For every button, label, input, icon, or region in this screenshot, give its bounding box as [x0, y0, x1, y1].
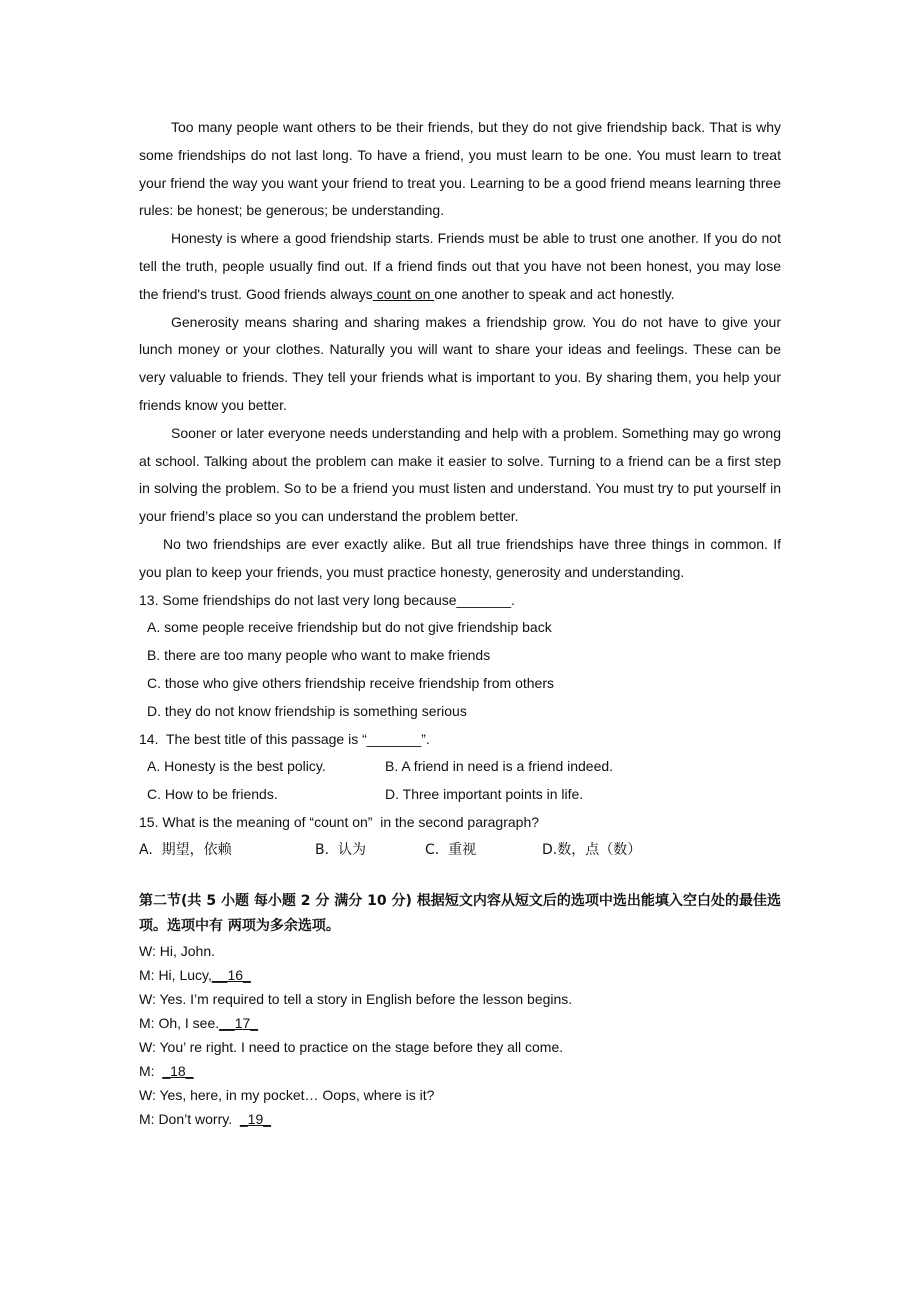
- passage-paragraph-3: Generosity means sharing and sharing makes a friendship grow. You do not have to give your lunch money or your clothes. Naturally you will want to share your ideas and feelings. These can be very valuable to friends. They tell your friends what is important to you. By sharing them, you help your friends know you better.: [139, 313, 781, 413]
- dialogue-line-text: W: Hi, John.: [139, 942, 215, 959]
- dialogue-line-text: M: Oh, I see.: [139, 1014, 220, 1031]
- dialogue-line-text: M: Don’t worry.: [139, 1110, 240, 1127]
- question-15-option-c: C. 重视: [425, 841, 477, 858]
- dialogue-line-text: M:: [139, 1062, 163, 1079]
- question-13-option-b: B. there are too many people who want to make friends: [147, 647, 491, 664]
- question-15-option-a: A. 期望，依赖: [139, 841, 232, 858]
- dialogue-line-1: [139, 939, 781, 963]
- question-13-option-d: D. they do not know friendship is something serious: [147, 702, 467, 719]
- question-14-stem: 14. The best title of this passage is “_______”.: [139, 730, 430, 747]
- passage-paragraph-5: No two friendships are ever exactly alike. But all true friendships have three things in common. If you plan to keep your friends, you must practice honesty, generosity and understanding.: [139, 535, 781, 580]
- question-13-stem: 13. Some friendships do not last very long because_______.: [139, 591, 515, 608]
- blank-19: _19_: [239, 1110, 272, 1127]
- dialogue-line-5: [139, 1035, 781, 1059]
- blank-16: __16_: [211, 966, 251, 983]
- dialogue-line-3: [139, 987, 781, 1011]
- dialogue-line-6: [139, 1059, 781, 1083]
- dialogue-line-text: W: Yes, here, in my pocket… Oops, where is it?: [139, 1086, 435, 1103]
- question-15-option-d: D.数，点（数）: [542, 841, 642, 858]
- question-14-option-d: D. Three important points in life.: [385, 786, 584, 803]
- dialogue-line-text: W: You’ re right. I need to practice on the stage before they all come.: [139, 1038, 564, 1055]
- section-2-heading: 第二节(共 5 小题 每小题 2 分 满分 10 分) 根据短文内容从短文后的选项中选出能填入空白处的最佳选项。选项中有 两项为多余选项。: [139, 892, 781, 934]
- count-on-underlined: count on: [372, 285, 435, 302]
- passage-paragraph-4: Sooner or later everyone needs understanding and help with a problem. Something may go wrong at school. Talking about the problem can make it easier to solve. Turning to a friend can be a first step in solving the problem. So to be a friend you must listen and understand. You must try to put yourself in your friend’s place so you can understand the problem better.: [139, 424, 781, 525]
- question-15-stem: 15. What is the meaning of “count on” in the second paragraph?: [139, 813, 540, 830]
- question-14-options-row-1: [139, 753, 781, 781]
- question-15-options: [139, 837, 781, 865]
- dialogue-line-8: [139, 1107, 781, 1131]
- dialogue: [139, 939, 781, 1131]
- question-14-option-a: A. Honesty is the best policy.: [147, 758, 326, 775]
- blank-18: _18_: [162, 1062, 194, 1079]
- dialogue-line-7: [139, 1083, 781, 1107]
- paragraph-2-text-start: Honesty is where a good friendship starts. Friends must be able to trust one another. If you do not tell the truth, people usually find out. If a friend finds out that you have not been honest, you may lose the friend's trust. Good friends always: [139, 230, 781, 302]
- blank-17: __17_: [219, 1014, 259, 1031]
- document-page: [139, 114, 781, 1131]
- passage-paragraph-1: Too many people want others to be their friends, but they do not give friendship back. That is why some friendships do not last long. To have a friend, you must learn to be one. You must learn to treat your friend the way you want your friend to treat you. Learning to be a good friend means learning three rules: be honest; be generous; be understanding.: [139, 119, 781, 219]
- question-13-option-c: C. those who give others friendship receive friendship from others: [147, 674, 554, 691]
- dialogue-line-2: [139, 963, 781, 987]
- dialogue-line-text: W: Yes. I’m required to tell a story in English before the lesson begins.: [139, 990, 573, 1007]
- question-13-option-a: A. some people receive friendship but do not give friendship back: [147, 619, 552, 636]
- question-14-option-b: B. A friend in need is a friend indeed.: [385, 758, 614, 775]
- paragraph-2-text-end: one another to speak and act honestly.: [434, 285, 675, 302]
- question-15-option-b: B. 认为: [315, 841, 366, 858]
- dialogue-line-text: M: Hi, Lucy,: [139, 966, 212, 983]
- dialogue-line-4: [139, 1011, 781, 1035]
- passage-paragraph-2: [139, 225, 781, 308]
- question-14-option-c: C. How to be friends.: [147, 786, 278, 803]
- question-14-options-row-2: [139, 781, 781, 809]
